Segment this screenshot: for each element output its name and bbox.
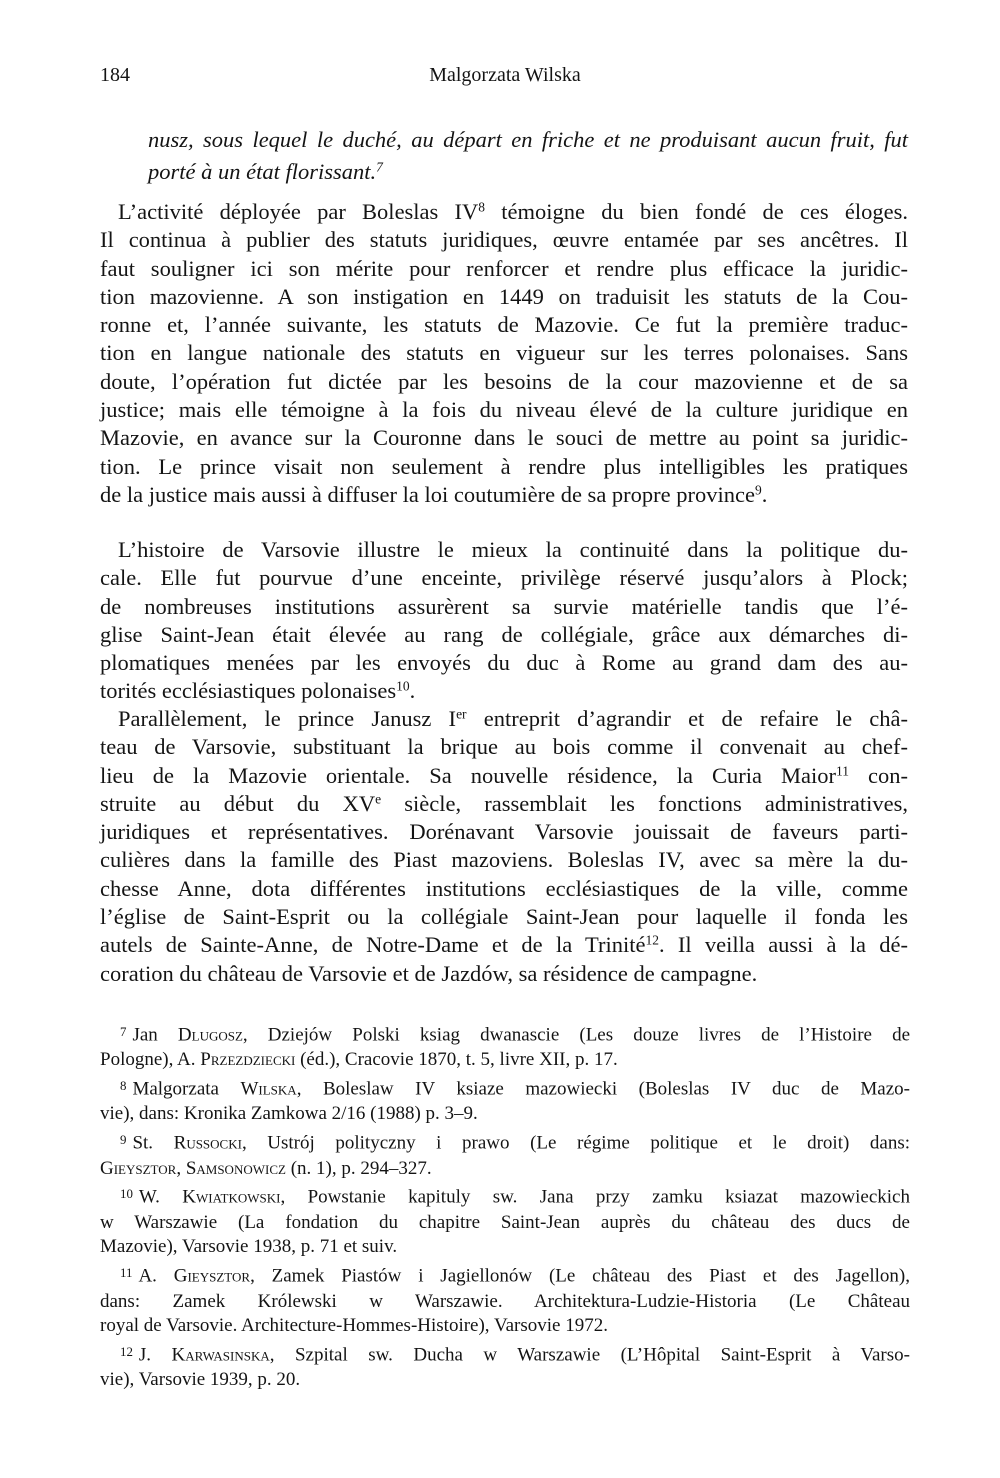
text-run: L’activité déployée par Boleslas IV <box>118 199 479 224</box>
text-run: , Boleslaw IV ksiaze mazowiecki (Boleslas IV duc de Mazo- <box>296 1078 910 1100</box>
text-run: , Zamek Piastów i Jagiellonów (Le château des Piast et des Jagellon), <box>250 1265 910 1287</box>
text-line: coration du château de Varsovie et de Jazdów, sa résidence de campagne. <box>100 960 758 986</box>
text-line: culières dans la famille des Piast mazoviens. Boleslas IV, avec sa mère la du- <box>100 847 908 873</box>
text-line: faut souligner ici son mérite pour renforcer et rendre plus efficace la juridic- <box>100 255 908 281</box>
text-line <box>100 762 908 790</box>
text-line <box>100 677 908 705</box>
text-run: struite au début du XV <box>100 790 376 816</box>
text-line: Il continua à publier des statuts juridiques, œuvre entamée par ses ancêtres. Il <box>100 227 908 253</box>
text-run: Malgorzata <box>132 1078 241 1100</box>
text-run: Parallèlement, le prince Janusz I <box>118 706 457 731</box>
footnotes <box>100 1020 910 1393</box>
text-line: l’église de Saint-Esprit ou la collégiale Saint-Jean pour laquelle il fonda les <box>100 904 908 930</box>
page-header <box>100 64 910 94</box>
text-run: torités ecclésiastiques polonaises <box>100 678 397 704</box>
footnote-number: 12 <box>120 1344 133 1360</box>
footnote-ref: 7 <box>376 159 383 175</box>
footnote-line <box>100 1074 910 1102</box>
author-name: Gieysztor <box>173 1265 251 1287</box>
footnote-number: 8 <box>120 1078 127 1094</box>
text-line <box>100 790 908 818</box>
text-line: chesse Anne, dota différentes institutions ecclésiastiques de la ville, comme <box>100 875 908 901</box>
running-head: Malgorzata Wilska <box>429 64 581 86</box>
text-line <box>100 705 908 733</box>
text-line: cale. Elle fut pourvue d’une enceinte, privilège réservé jusqu’alors à Plock; <box>100 565 908 591</box>
author-name: Karwasinska <box>171 1344 270 1366</box>
text-line: plomatiques menées par les envoyés du duc à Rome au grand dam des au- <box>100 650 908 676</box>
author-name: Dlugosz <box>177 1024 243 1046</box>
text-run: con- <box>849 762 908 788</box>
text-run: (éd.), Cracovie 1870, t. 5, livre XII, p. 17. <box>295 1049 618 1071</box>
author-name: Kwiatkowski <box>182 1186 281 1208</box>
footnote-10 <box>100 1182 910 1260</box>
block-quote <box>148 124 908 188</box>
text-run: , Ustrój polityczny i prawo (Le régime politique et le droit) dans: <box>241 1132 910 1154</box>
text-run: entreprit d’agrandir et de refaire le châ- <box>466 706 908 731</box>
footnote-number: 7 <box>120 1024 127 1039</box>
text-line: doute, l’opération fut dictée par les besoins de la cour mazovienne et de sa <box>100 368 908 394</box>
text-run: siècle, rassemblait les fonctions administratives, <box>381 790 908 816</box>
footnote-number: 10 <box>120 1186 133 1202</box>
text-run: , Szpital sw. Ducha w Warszawie (L’Hôpital Saint-Esprit à Varso- <box>269 1344 910 1366</box>
footnote-line <box>100 1020 910 1048</box>
footnote-7 <box>100 1020 910 1073</box>
footnote-line <box>100 1157 910 1182</box>
paragraph-1 <box>100 198 908 509</box>
footnote-11 <box>100 1261 910 1339</box>
text-run: (n. 1), p. 294–327. <box>285 1157 432 1179</box>
quote-line <box>148 156 908 188</box>
footnote-line: royal de Varsovie. Architecture-Hommes-Histoire), Varsovie 1972. <box>100 1315 608 1337</box>
text-run: . <box>409 678 416 704</box>
text-run: , Powstanie kapituly sw. Jana przy zamku ksiazat mazowieckich <box>280 1186 910 1208</box>
text-line: juridiques et représentatives. Dorénavant Varsovie jouissait de faveurs parti- <box>100 819 908 845</box>
footnote-9 <box>100 1128 910 1181</box>
author-name: Russocki <box>173 1132 242 1154</box>
footnote-ref: 11 <box>836 763 850 779</box>
paragraph-3 <box>100 705 908 988</box>
text-run: St. <box>132 1132 174 1154</box>
text-line: teau de Varsovie, substituant la brique au bois comme il convenait au chef- <box>100 734 908 760</box>
text-line: de nombreuses institutions assurèrent sa survie matérielle tandis que l’é- <box>100 593 908 619</box>
text-run: de la justice mais aussi à diffuser la loi coutumière de sa propre province <box>100 481 755 507</box>
superscript: e <box>375 791 382 807</box>
text-run: W. <box>138 1186 183 1208</box>
footnote-line <box>100 1261 910 1289</box>
quote-text: porté à un état florissant. <box>148 159 377 184</box>
text-run: lieu de la Mazovie orientale. Sa nouvelle résidence, la Curia Maior <box>100 762 837 788</box>
text-run: témoigne du bien fondé de ces éloges. <box>485 199 909 224</box>
text-run: Pologne), A. <box>100 1049 201 1071</box>
text-line: tion mazovienne. A son instigation en 1449 on traduisit les statuts de la Cou- <box>100 283 908 309</box>
footnote-line: vie), dans: Kronika Zamkowa 2/16 (1988) p. 3–9. <box>100 1103 478 1125</box>
author-name: Przezdziecki <box>200 1049 296 1071</box>
footnote-line <box>100 1128 910 1156</box>
text-line: glise Saint-Jean était élevée au rang de collégiale, grâce aux démarches di- <box>100 621 908 647</box>
footnote-line <box>100 1048 910 1073</box>
footnote-number: 11 <box>120 1265 133 1281</box>
footnote-ref: 10 <box>396 679 410 695</box>
paragraph-2 <box>100 536 908 706</box>
text-line <box>100 481 908 509</box>
footnote-ref: 9 <box>755 482 762 498</box>
footnote-12 <box>100 1340 910 1393</box>
footnote-line <box>100 1182 910 1210</box>
footnote-line: Mazovie), Varsovie 1938, p. 71 et suiv. <box>100 1236 398 1258</box>
footnote-ref: 8 <box>478 199 486 215</box>
page-number: 184 <box>100 64 130 86</box>
footnote-line: vie), Varsovie 1939, p. 20. <box>100 1369 301 1391</box>
text-line: tion en langue nationale des statuts en vigueur sur les terres polonaises. Sans <box>100 340 908 366</box>
text-line: justice; mais elle témoigne à la fois du niveau élevé de la culture juridique en <box>100 397 908 423</box>
footnote-8 <box>100 1074 910 1127</box>
text-line: L’histoire de Varsovie illustre le mieux la continuité dans la politique du- <box>118 537 908 562</box>
author-name: Gieysztor, Samsonowicz <box>100 1157 286 1179</box>
text-line: tion. Le prince visait non seulement à rendre plus intelligibles les pratiques <box>100 453 908 479</box>
footnote-line: dans: Zamek Królewski w Warszawie. Architektura-Ludzie-Historia (Le Château <box>100 1290 910 1312</box>
text-line <box>100 931 908 959</box>
footnote-line: w Warszawie (La fondation du chapitre Saint-Jean auprès du château des ducs de <box>100 1211 910 1233</box>
author-name: Wilska <box>240 1078 297 1100</box>
footnote-number: 9 <box>120 1132 127 1148</box>
superscript: er <box>456 706 467 722</box>
text-line: Mazovie, en avance sur la Couronne dans le souci de mettre au point sa juridic- <box>100 425 908 451</box>
quote-line: nusz, sous lequel le duché, au départ en friche et ne produisant aucun fruit, fut <box>148 127 908 152</box>
footnote-line <box>100 1340 910 1368</box>
text-run: J. <box>138 1344 172 1366</box>
footnote-ref: 12 <box>645 932 659 948</box>
text-run: autels de Sainte-Anne, de Notre-Dame et de la Trinité <box>100 932 646 958</box>
text-run: Jan <box>132 1024 178 1046</box>
text-line: ronne et, l’année suivante, les statuts de Mazovie. Ce fut la première traduc- <box>100 312 908 338</box>
text-run: . <box>761 481 768 507</box>
text-run: . Il veilla aussi à la dé- <box>659 932 908 958</box>
text-run: , Dziejów Polski ksiag dwanascie (Les douze livres de l’Histoire de <box>242 1024 911 1046</box>
text-line <box>100 198 908 226</box>
text-run: A. <box>138 1265 174 1287</box>
